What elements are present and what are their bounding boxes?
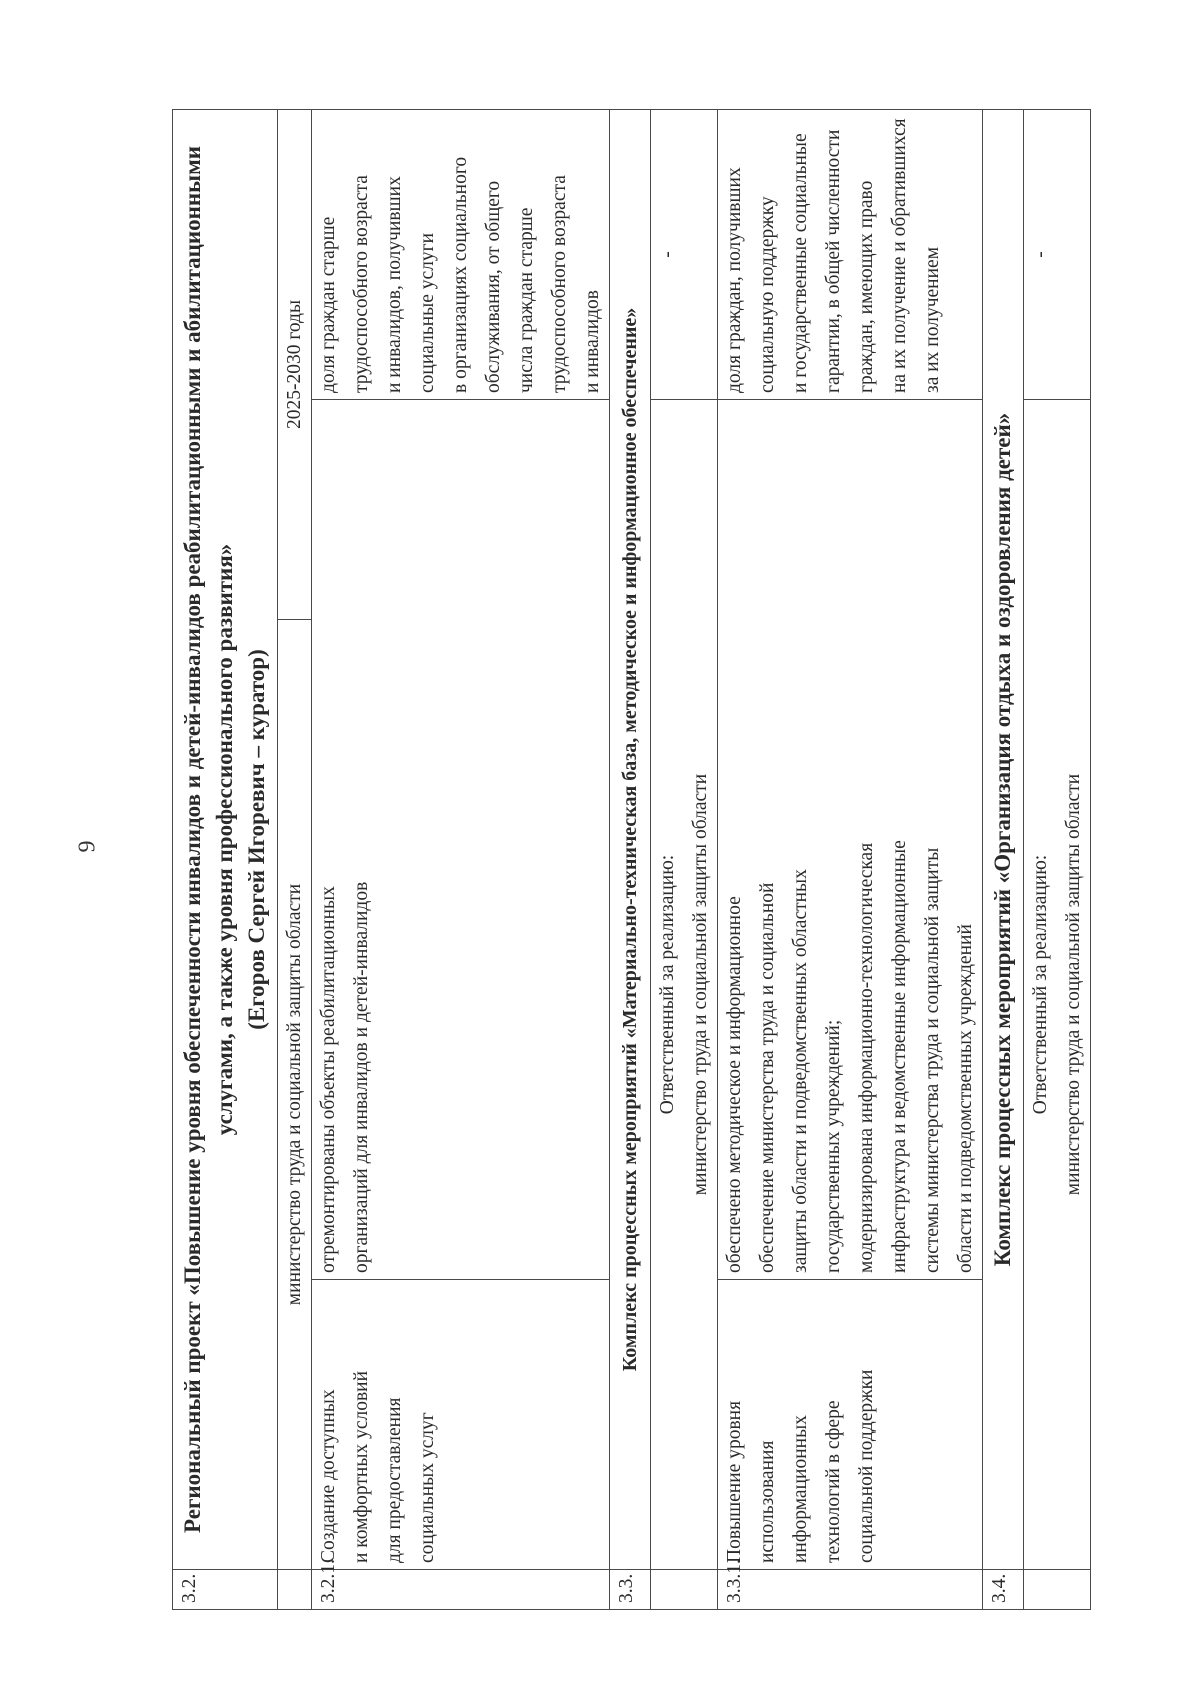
section-row-3-4 <box>983 109 1024 1609</box>
indicator-cell: доля граждан, получивших социальную поддержку и государственные социальные гарантии, в общей численности граждан, имеющих право на их получение и обратившихся за их получением <box>718 109 983 399</box>
section-number: 3.2. <box>173 1570 278 1610</box>
task-cell: Создание доступных и комфортных условий для предоставления социальных услуг <box>312 1280 610 1570</box>
period-text: 2025-2030 годы <box>278 109 312 619</box>
section-number: 3.3. <box>610 1570 651 1610</box>
dash-cell: - <box>651 109 718 399</box>
section-row-3-2 <box>173 109 278 1609</box>
responsible-label: Ответственный за реализацию: <box>1030 854 1051 1115</box>
section-title: Комплекс процессных мероприятий «Организация отдыха и оздоровления детей» <box>983 109 1024 1569</box>
section-row-3-3 <box>610 109 651 1609</box>
table-row-3-3-1 <box>718 109 983 1609</box>
row-number: 3.3.1. <box>718 1570 983 1610</box>
responsible-text: министерство труда и социальной защиты области <box>690 773 711 1196</box>
section-number: 3.4. <box>983 1570 1024 1610</box>
task-cell: Повышение уровня использования информационных технологий в сфере социальной поддержки <box>718 1280 983 1570</box>
page-number: 9 <box>74 840 101 853</box>
empty-cell <box>651 1570 718 1610</box>
responsible-block <box>651 400 718 1570</box>
result-cell: обеспечено методическое и информационное обеспечение министерства труда и социальной защиты области и подведомственных областных государственных учреждений; модернизирована информационно-технологическая инфраструктура и ведомственные информационные системы министерства труда и социальной защиты области и подведомственных учреждений <box>718 400 983 1280</box>
responsible-row-3-4 <box>1024 109 1091 1609</box>
result-cell: отремонтированы объекты реабилитационных организаций для инвалидов и детей-инвалидов <box>312 400 610 1280</box>
responsible-label: Ответственный за реализацию: <box>657 854 678 1115</box>
responsible-text: министерство труда и социальной защиты области <box>1063 773 1084 1196</box>
section-title: Региональный проект «Повышение уровня обеспеченности инвалидов и детей-инвалидов реабилитационными и абилитационными услугами, а также уровня профессионального развития» (Егоров Сергей Игоревич – куратор) <box>173 109 278 1569</box>
indicator-cell: доля граждан старше трудоспособного возраста и инвалидов, получивших социальные услуги в организациях социального обслуживания, от общего числа граждан старше трудоспособного возраста и инвалидов <box>312 109 610 399</box>
section-title: Комплекс процессных мероприятий «Материально-техническая база, методическое и информационное обеспечение» <box>610 109 651 1569</box>
rotated-table-container <box>172 110 1192 1610</box>
measures-table <box>172 109 1091 1610</box>
responsible-row-3-2 <box>278 109 312 1609</box>
empty-cell <box>278 1570 312 1610</box>
responsible-row-3-3 <box>651 109 718 1609</box>
table-row-3-2-1 <box>312 109 610 1609</box>
empty-cell <box>1024 1570 1091 1610</box>
responsible-block <box>1024 400 1091 1570</box>
dash-cell: - <box>1024 109 1091 399</box>
row-number: 3.2.1. <box>312 1570 610 1610</box>
responsible-text: министерство труда и социальной защиты области <box>278 620 312 1570</box>
